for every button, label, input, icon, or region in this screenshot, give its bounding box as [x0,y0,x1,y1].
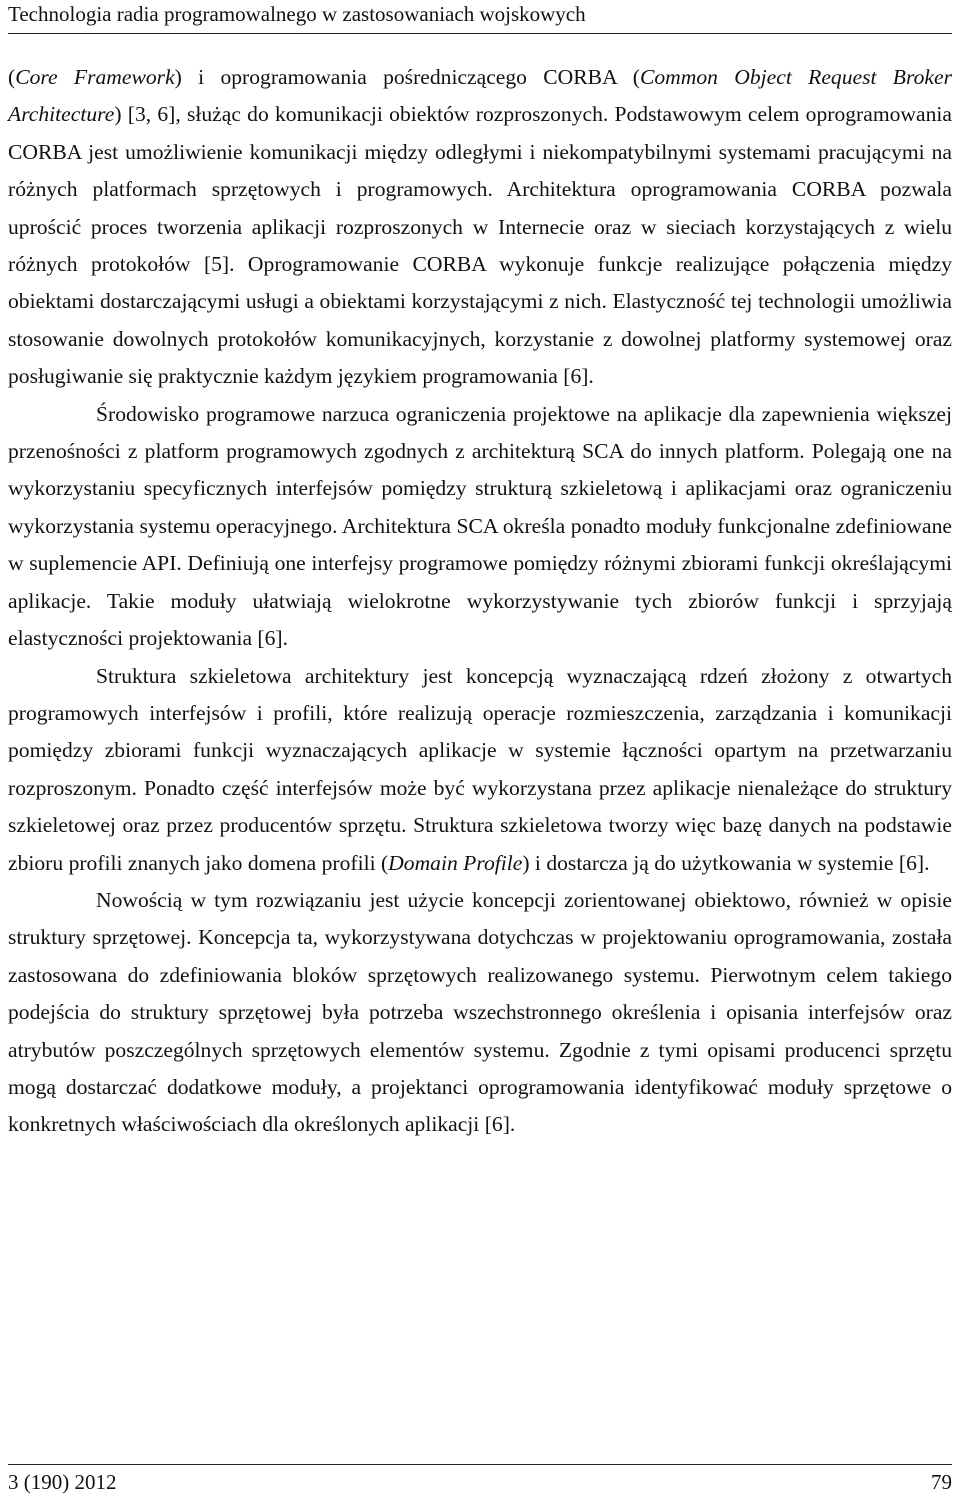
article-body [8,59,952,1144]
text-run: ) i dostarcza ją do użytkowania w systemie [6]. [522,850,930,875]
text-run: Struktura szkieletowa architektury jest koncepcją wyznaczającą rdzeń złożony z otwartych programowych interfejsów i profili, które realizują operacje rozmieszczenia, zarządzania i komunikacji pomiędzy zbiorami funkcji wyznaczających aplikacje w systemie łączności opartym na przetwarzaniu rozproszonym. Ponadto część interfejsów może być wykorzystana przez aplikacje nienależące do struktury szkieletowej oraz przez producentów sprzętu. Struktura szkieletowa tworzy więc bazę danych na podstawie zbioru profili znanych jako domena profili ( [8,663,952,875]
text-run: ( [8,65,16,89]
paragraph-3 [8,658,952,882]
page-footer [8,1464,952,1498]
italic-term: Common Object Request Broker Architecture [8,65,952,127]
paragraph-4 [8,882,952,1144]
running-title: Technologia radia programowalnego w zastosowaniach wojskowych [8,2,586,26]
italic-term: Domain Profile [388,850,523,875]
text-run: ) i oprogramowania pośredniczącego CORBA ( [174,65,640,89]
text-run: ) [3, 6], służąc do komunikacji obiektów rozproszonych. Podstawowym celem oprogramowania CORBA jest umożliwienie komunikacji między odległymi i niekompatybilnymi systemami pracującymi na różnych platformach sprzętowych i programowych. Architektura oprogramowania CORBA pozwala uprościć proces tworzenia aplikacji rozproszonych w Internecie oraz w sieciach korzystających z wielu różnych protokołów [5]. Oprogramowanie CORBA wykonuje funkcje realizujące połączenia między obiektami dostarczającymi usługi a obiektami korzystającymi z nich. Elastyczność tej technologii umożliwia stosowanie dowolnych protokołów komunikacyjnych, korzystanie z dowolnej platformy systemowej oraz posługiwanie się praktycznie każdym językiem programowania [6]. [8,102,952,389]
text-run: Nowością w tym rozwiązaniu jest użycie koncepcji zorientowanej obiektowo, również w opisie struktury sprzętowej. Koncepcja ta, wykorzystywana dotychczas w projektowaniu oprogramowania, została zastosowana do zdefiniowania bloków sprzętowych realizowanego systemu. Pierwotnym celem takiego podejścia do struktury sprzętowej była potrzeba wszechstronnego określenia i opisania interfejsów oraz atrybutów poszczególnych sprzętowych elementów systemu. Zgodnie z tymi opisami producenci sprzętu mogą dostarczać dodatkowe moduły, a projektanci oprogramowania identyfikować moduły sprzętowe o konkretnych właściwościach dla określonych aplikacji [6]. [8,887,952,1137]
issue-number: 3 (190) 2012 [8,1470,117,1494]
page-number: 79 [931,1470,952,1494]
paragraph-2 [8,396,952,658]
paragraph-1 [8,59,952,396]
text-run: Środowisko programowe narzuca ograniczenia projektowe na aplikacje dla zapewnienia większej przenośności z platform programowych zgodnych z architekturą SCA do innych platform. Polegają one na wykorzystaniu specyficznych interfejsów pomiędzy strukturą szkieletową i aplikacjami oraz ograniczeniu wykorzystania systemu operacyjnego. Architektura SCA określa ponadto moduły funkcjonalne zdefiniowane w suplemencie API. Definiują one interfejsy programowe pomiędzy różnymi zbiorami funkcji określającymi aplikacje. Takie moduły ułatwiają wielokrotne wykorzystywanie tych zbiorów funkcji i sprzyjają elastyczności projektowania [6]. [8,401,952,651]
running-header [8,0,952,34]
italic-term: Core Framework [15,65,175,89]
